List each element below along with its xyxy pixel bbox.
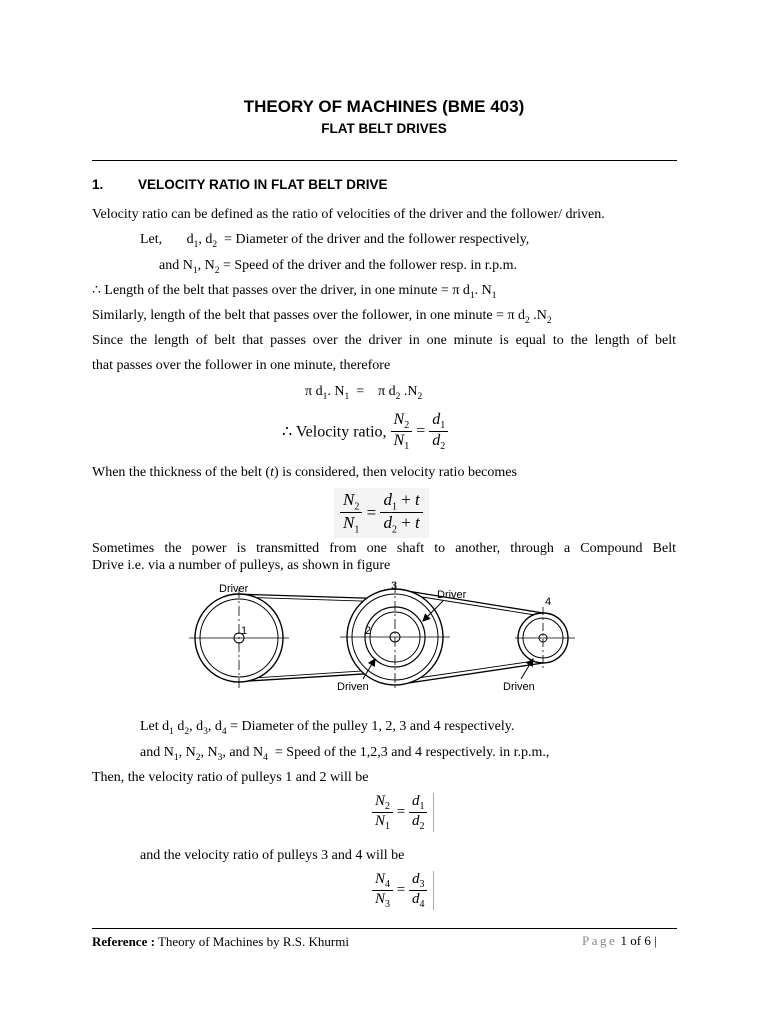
- footer-page-number: [582, 933, 657, 949]
- vr34-equation: $\frac{N_4}{N_3}$ = $\frac{d_3}{d_4}$: [372, 871, 434, 910]
- speed-definition: and $N_1$, $N_2$ = Speed of the driver and the follower resp. in r.p.m.: [159, 258, 517, 276]
- velocity-ratio-equation: ∴ Velocity ratio, $\frac{N_2}{N_1}$ = $\frac{d_1}{d_2}$: [282, 411, 448, 452]
- compound-line-1: Sometimes the power is transmitted from one shaft to another, through a Compound Belt: [92, 541, 676, 556]
- pulley-1: [189, 588, 289, 688]
- document-subtitle: FLAT BELT DRIVES: [321, 121, 447, 136]
- header-rule: [92, 160, 677, 161]
- velocity-ratio-label: ∴ Velocity ratio,: [282, 423, 387, 441]
- footer-page-count: 1 of 6 |: [620, 933, 657, 948]
- label-driven-right: Driven: [503, 681, 535, 693]
- thickness-text: When the thickness of the belt (t) is considered, then velocity ratio becomes: [92, 465, 517, 480]
- vr12-text: Then, the velocity ratio of pulleys 1 and 2 will be: [92, 770, 369, 785]
- document-title: THEORY OF MACHINES (BME 403): [243, 97, 525, 116]
- diameter-definition: Let, $d_1$, $d_2$ = Diameter of the driver and the follower respectively,: [140, 232, 530, 250]
- footer-reference: [92, 934, 349, 950]
- footer-ref-text: Theory of Machines by R.S. Khurmi: [157, 934, 349, 949]
- pulley-diameter-definition: Let $d_1$ $d_2$, $d_3$, $d_4$ = Diameter of the pulley 1, 2, 3 and 4 respectively.: [140, 719, 515, 737]
- footer-ref-label: Reference :: [92, 934, 155, 949]
- label-driver-right: Driver: [437, 589, 467, 601]
- section-number: 1.: [92, 177, 104, 192]
- length-driver-text: ∴ Length of the belt that passes over the driver, in one minute = π $d_1$. $N_1$: [92, 283, 497, 301]
- footer-rule: [92, 928, 677, 929]
- since-line-1: Since the length of belt that passes over the driver in one minute is equal to the length of belt: [92, 333, 676, 348]
- section-title: VELOCITY RATIO IN FLAT BELT DRIVE: [138, 177, 388, 192]
- definition-text: Velocity ratio can be defined as the ratio of velocities of the driver and the follower/ driven.: [92, 207, 605, 222]
- label-pulley-3: 3: [391, 580, 398, 592]
- label-pulley-1: 1: [241, 625, 248, 637]
- equality-equation: π $d_1$. $N_1$ = π $d_2$ $.N_2$: [305, 384, 423, 402]
- vr12-equation: $\frac{N_2}{N_1}$ = $\frac{d_1}{d_2}$: [372, 793, 434, 832]
- label-pulley-4: 4: [545, 596, 552, 608]
- label-driven-left: Driven: [337, 681, 369, 693]
- thickness-velocity-ratio-equation: $\frac{N_2}{N_1}$ = $\frac{d_1 + t}{d_2 + t}$: [334, 488, 429, 538]
- label-driver-left: Driver: [219, 583, 249, 595]
- compound-line-2: Drive i.e. via a number of pulleys, as shown in figure: [92, 558, 391, 573]
- length-follower-text: Similarly, length of the belt that passes over the follower, in one minute = π $d_2$ $.N_2$: [92, 308, 552, 326]
- footer-page-word: Page: [582, 933, 618, 948]
- compound-belt-drive-figure: [185, 577, 585, 697]
- since-line-2: that passes over the follower in one minute, therefore: [92, 358, 391, 373]
- pulley-4: [515, 607, 575, 669]
- vr34-text: and the velocity ratio of pulleys 3 and 4 will be: [140, 848, 405, 863]
- section-heading: [92, 177, 388, 192]
- pulley-speed-definition: and $N_1$, $N_2$, $N_3$, and $N_4$ = Speed of the 1,2,3 and 4 respectively. in r.p.m.,: [140, 745, 550, 763]
- label-pulley-2: 2: [365, 625, 372, 637]
